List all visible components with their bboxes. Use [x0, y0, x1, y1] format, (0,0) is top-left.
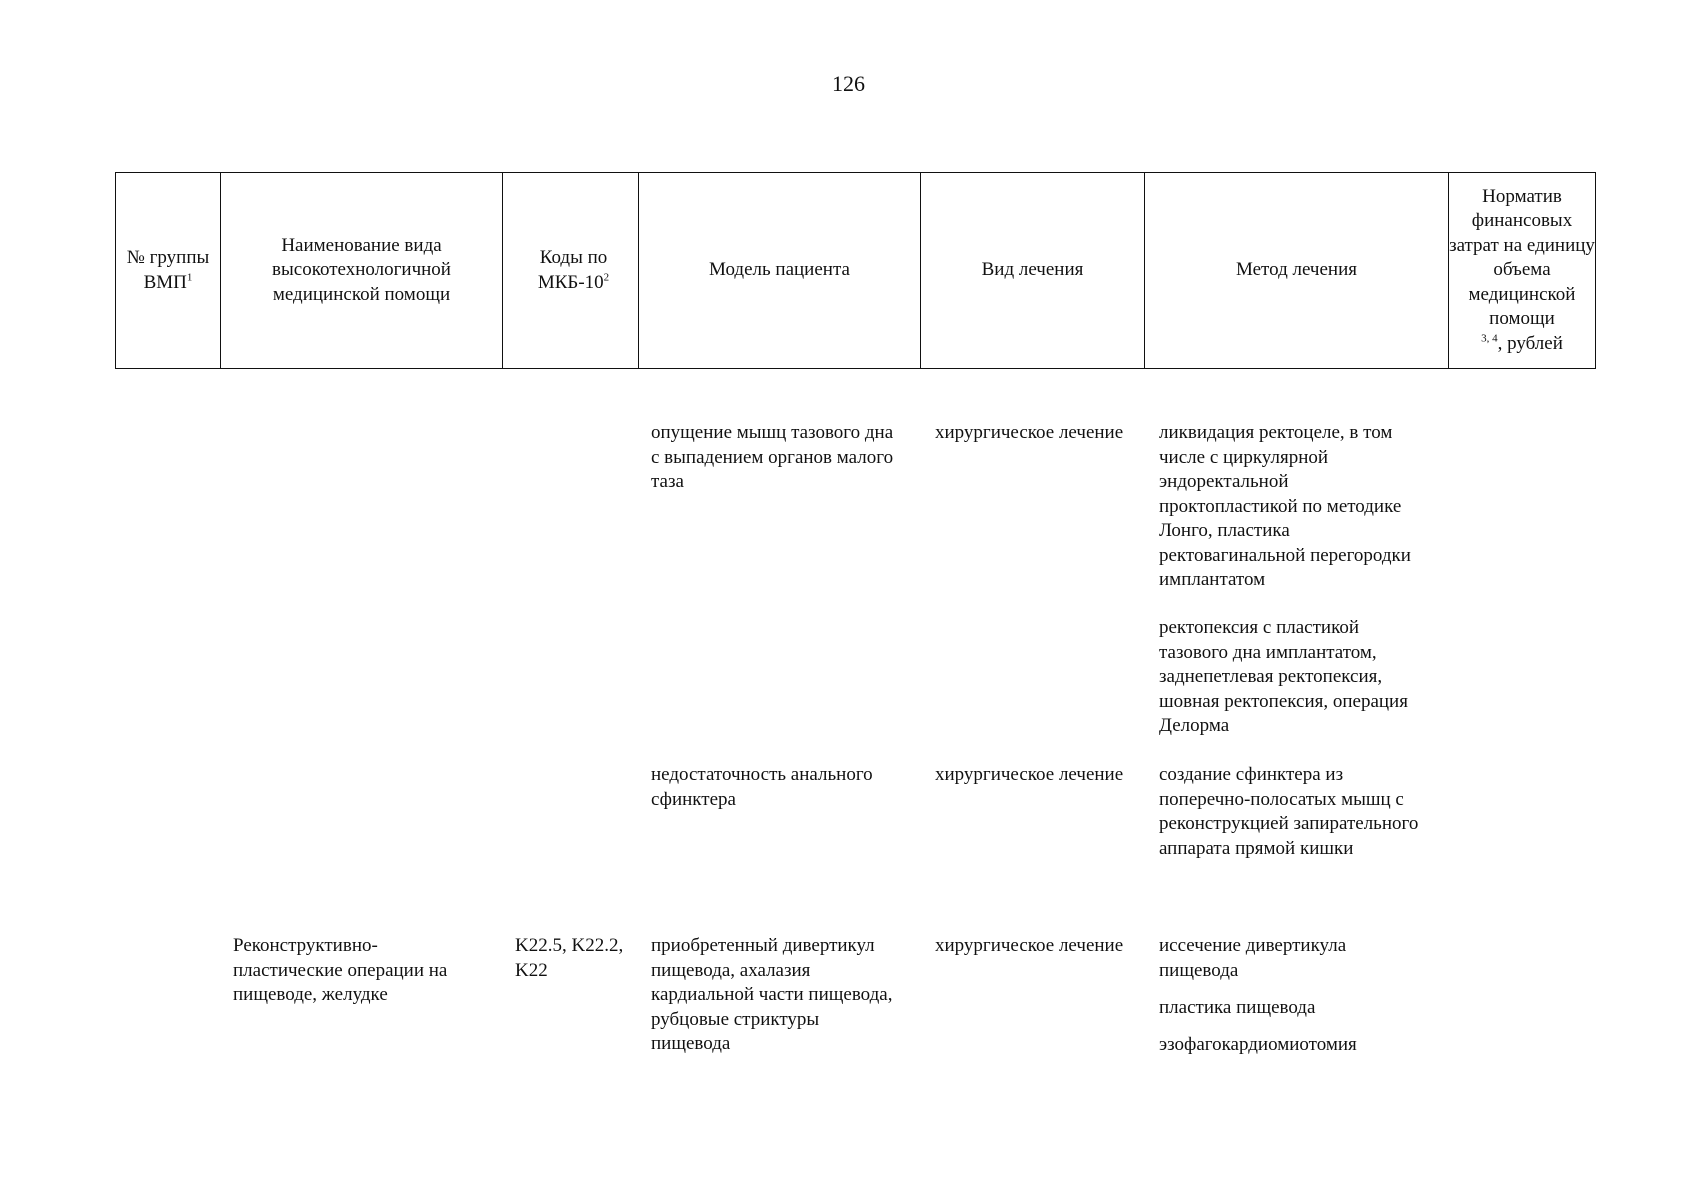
- treatment-method: ректопексия с пластикой тазового дна имплантатом, заднепетлевая ректопексия, шовная ректопексия, операция Делорма: [1159, 617, 1408, 736]
- treatment-method: эзофагокардиомиотомия: [1159, 1034, 1357, 1055]
- treatment-type: хирургическое лечение: [935, 935, 1124, 956]
- header-care-name: Наименование вида высокотехнологичной медицинской помощи: [221, 173, 503, 369]
- treatment-method: ликвидация ректоцеле, в том числе с циркулярной эндоректальной проктопластикой по методике Лонго, пластика ректовагинальной перегородки имплантатом: [1159, 422, 1411, 590]
- header-patient-model: Модель пациента: [639, 173, 921, 369]
- header-treatment-method: Метод лечения: [1145, 173, 1449, 369]
- treatment-type: хирургическое лечение: [935, 764, 1124, 785]
- patient-model: приобретенный дивертикул пищевода, ахалазия кардиальной части пищевода, рубцовые стриктуры пищевода: [651, 935, 893, 1054]
- treatment-method: пластика пищевода: [1159, 997, 1316, 1018]
- patient-model: недостаточность анального сфинктера: [651, 764, 873, 810]
- treatment-method: создание сфинктера из поперечно-полосатых мышц с реконструкцией запирательного аппарата прямой кишки: [1159, 764, 1419, 859]
- care-name: Реконструктивно- пластические операции на пищеводе, желудке: [233, 935, 448, 1005]
- page-number: 126: [832, 71, 865, 96]
- treatment-type: хирургическое лечение: [935, 422, 1124, 443]
- header-group-no: № группы ВМП$^1$: [116, 173, 221, 369]
- patient-model: опущение мышц тазового дна с выпадением органов малого таза: [651, 422, 894, 492]
- header-codes: Коды по МКБ-$10^2$: [503, 173, 639, 369]
- treatment-method: иссечение дивертикула пищевода: [1159, 935, 1347, 981]
- header-norm: Норматив финансовых затрат на единицу объема медицинской помощи $^{3, 4}$, рублей: [1449, 173, 1596, 369]
- table-header: [115, 172, 1596, 369]
- header-treatment-type: Вид лечения: [921, 173, 1145, 369]
- icd-codes: K22.5, K22.2, K22: [515, 935, 624, 981]
